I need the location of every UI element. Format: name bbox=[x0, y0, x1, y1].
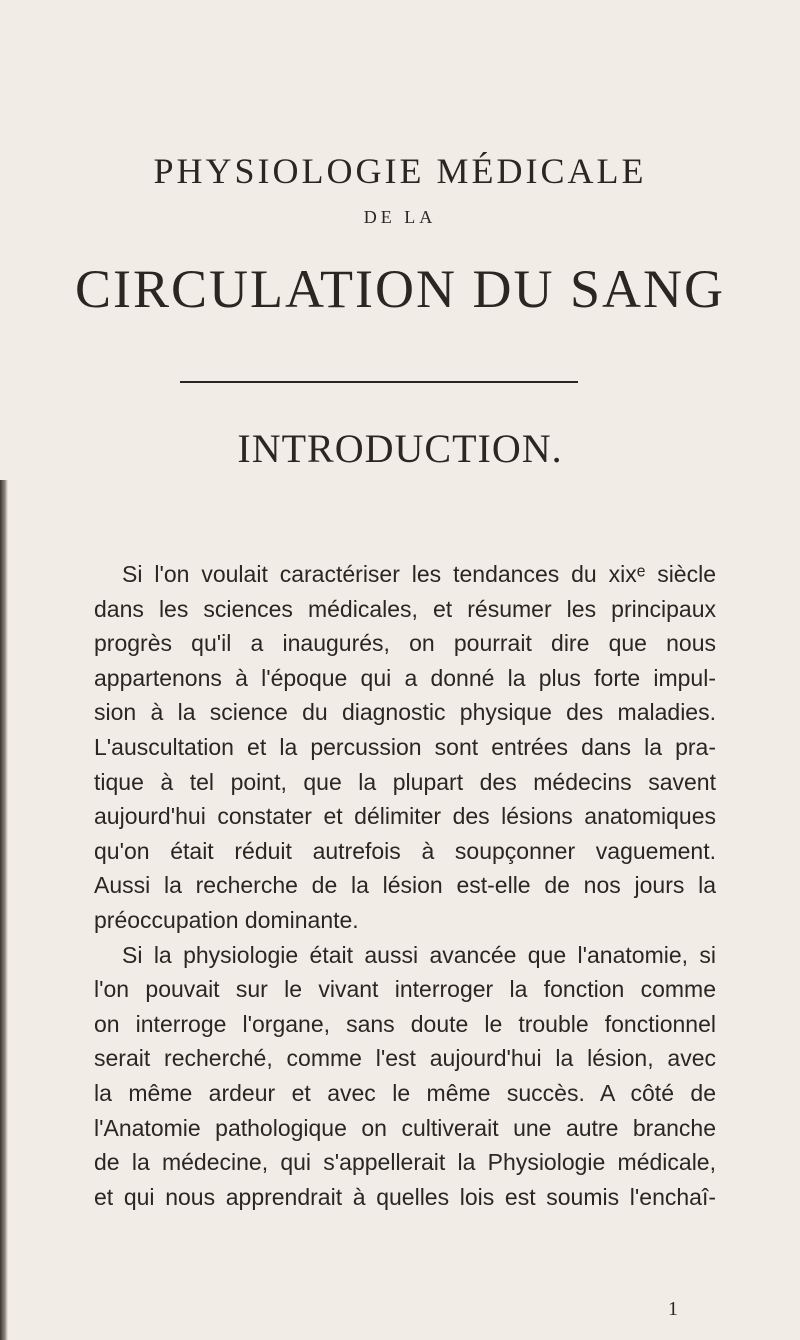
text-line: qu'on était réduit autrefois à soupçonner vaguement. bbox=[94, 837, 716, 864]
text-line: progrès qu'il a inaugurés, on pourrait dire que nous bbox=[94, 630, 716, 657]
title-physiologie-medicale: PHYSIOLOGIE MÉDICALE bbox=[153, 151, 647, 191]
title-de-la: DE LA bbox=[363, 207, 437, 227]
text-line: la même ardeur et avec le même succès. A côté de bbox=[94, 1079, 716, 1106]
text-line: l'on pouvait sur le vivant interroger la fonction comme bbox=[94, 976, 716, 1003]
book-spine-shadow bbox=[0, 480, 8, 1340]
text-line: l'Anatomie pathologique on cultiverait une autre branche bbox=[94, 1114, 716, 1141]
text-line: aujourd'hui constater et délimiter des lésions anatomiques bbox=[94, 803, 716, 830]
section-heading: INTRODUCTION. bbox=[237, 426, 563, 471]
text-line: tique à tel point, que la plupart des médecins savent bbox=[94, 768, 716, 795]
text-line: dans les sciences médicales, et résumer les principaux bbox=[94, 595, 716, 622]
body-text bbox=[94, 557, 716, 1214]
text-line: appartenons à l'époque qui a donné la plus forte impul- bbox=[94, 664, 716, 691]
text-line: Aussi la recherche de la lésion est-elle de nos jours la bbox=[94, 872, 716, 899]
text-line: préoccupation dominante. bbox=[94, 906, 359, 933]
page-number: 1 bbox=[668, 1298, 678, 1320]
paragraph-2 bbox=[94, 938, 716, 1215]
text-line: de la médecine, qui s'appellerait la Physiologie médicale, bbox=[94, 1149, 716, 1176]
text-line: sion à la science du diagnostic physique des maladies. bbox=[94, 699, 716, 726]
text-line: et qui nous apprendrait à quelles lois est soumis l'enchaî- bbox=[94, 1183, 716, 1210]
horizontal-rule bbox=[180, 381, 578, 383]
text-line: serait recherché, comme l'est aujourd'hui la lésion, avec bbox=[94, 1045, 716, 1072]
text-line: on interroge l'organe, sans doute le trouble fonctionnel bbox=[94, 1010, 716, 1037]
text-line: Si l'on voulait caractériser les tendances du xixᵉ siècle bbox=[122, 561, 716, 587]
title-circulation-du-sang: CIRCULATION DU SANG bbox=[74, 259, 725, 319]
paragraph-1 bbox=[94, 557, 716, 938]
text-line: L'auscultation et la percussion sont entrées dans la pra- bbox=[94, 733, 716, 760]
text-line: Si la physiologie était aussi avancée que l'anatomie, si bbox=[122, 941, 716, 968]
